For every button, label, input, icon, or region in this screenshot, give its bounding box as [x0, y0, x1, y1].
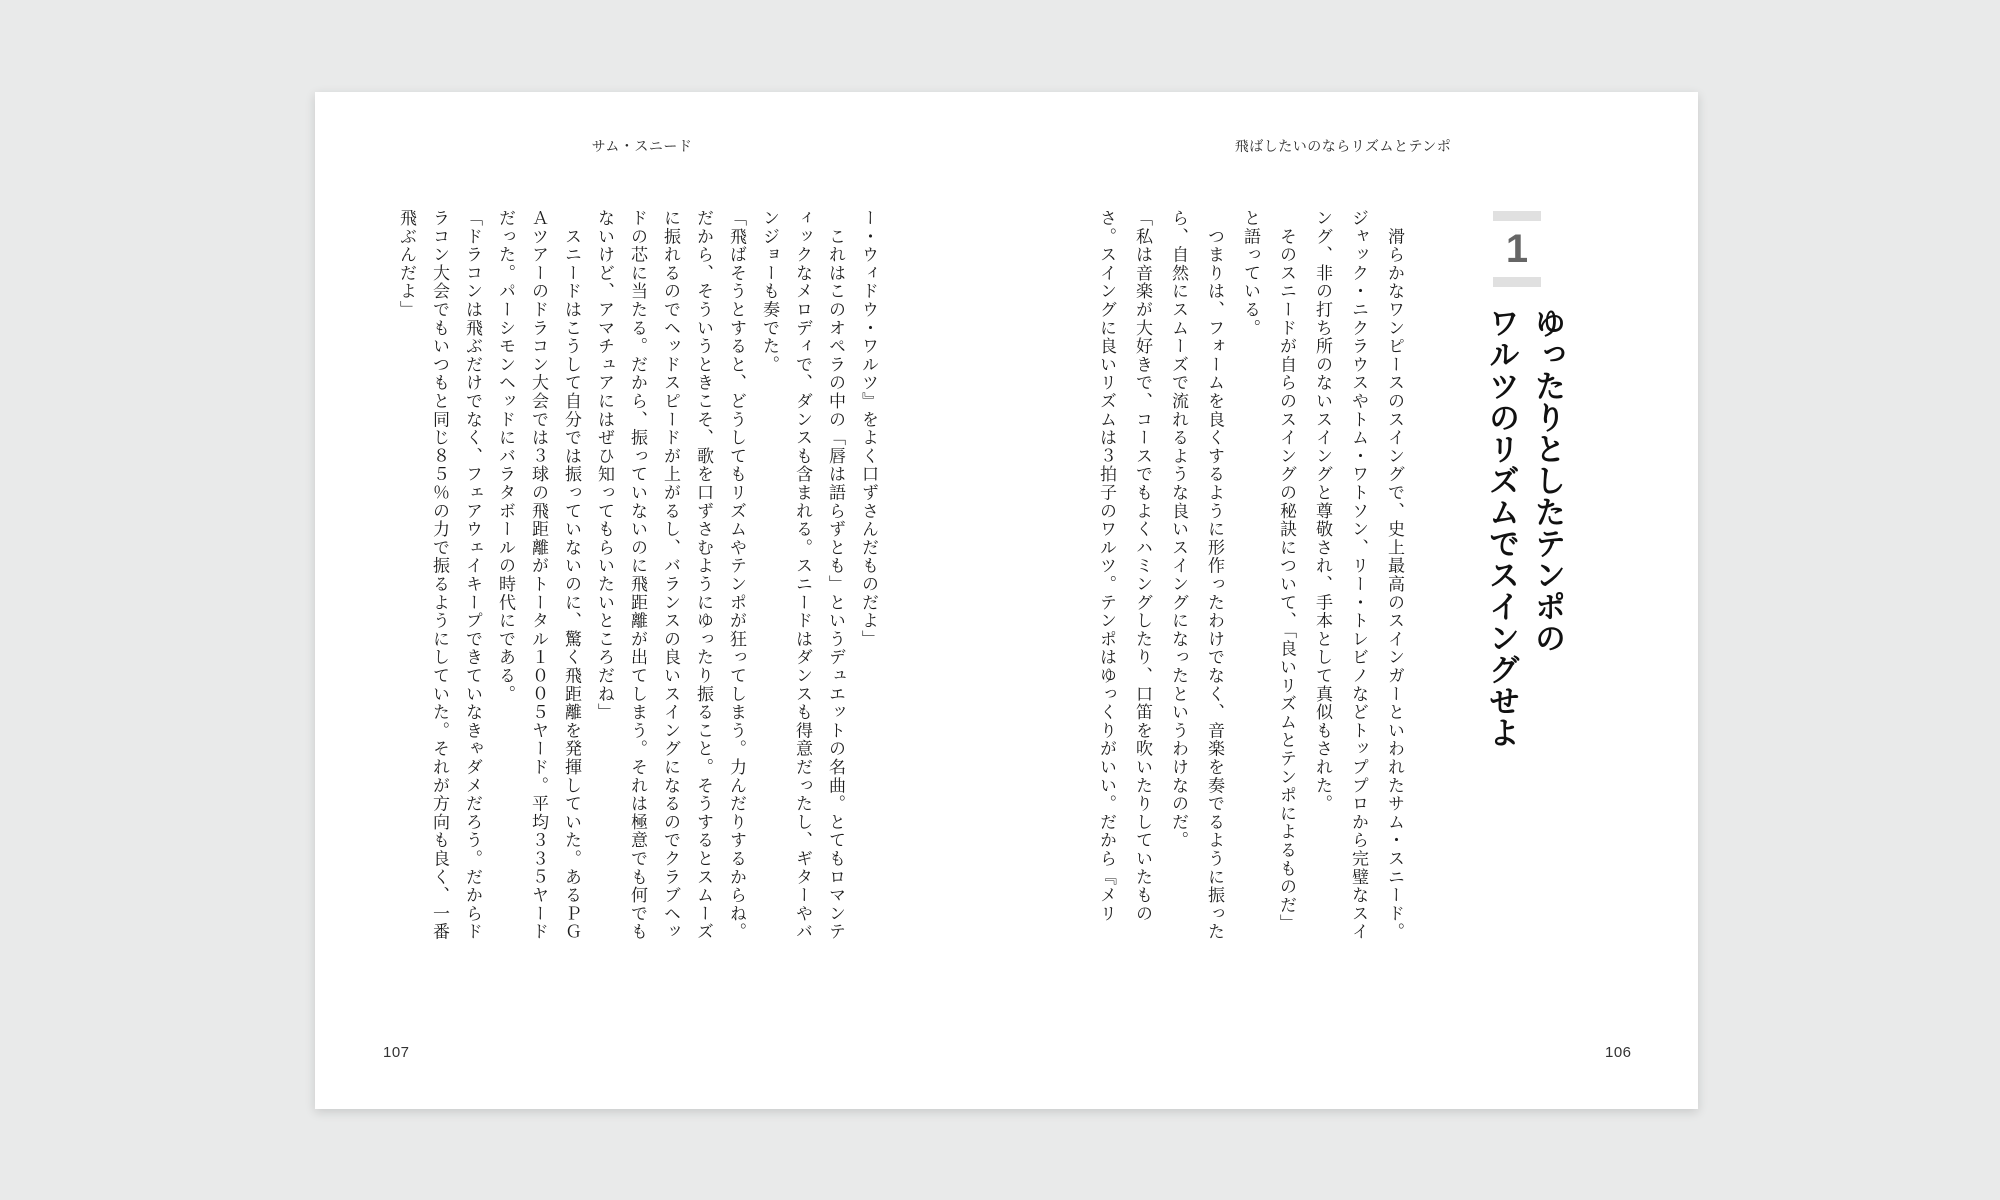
- paragraph: 滑らかなワンピースのスイングで、史上最高のスインガーといわれたサム・スニード。ジャック・ニクラウスやトム・ワトソン、リー・トレビノなどトッププロから完璧なスイング、非の打ち所のないスイングと尊敬され、手本として真似もされた。: [1313, 209, 1404, 941]
- running-header-left: サム・スニード: [591, 138, 693, 154]
- chapter-title-line-1: ゆったりとしたテンポの: [1530, 307, 1565, 654]
- chapter-title: [1478, 307, 1570, 748]
- body-text-right-page: [1088, 209, 1412, 945]
- paragraph: そのスニードが自らのスイングの秘訣について、「良いリズムとテンポによるものだ」と語っている。: [1241, 209, 1296, 933]
- chapter-bar-top-icon: [1493, 211, 1541, 221]
- paragraph: ー・ウィドウ・ワルツ』をよく口ずさんだものだよ」: [859, 209, 878, 649]
- chapter-number-block: [1493, 211, 1541, 287]
- running-header-right: 飛ばしたいのならリズムとテンポ: [1234, 138, 1452, 154]
- paragraph: 「飛ばそうとすると、どうしてもリズムやテンポが狂ってしまう。力んだりするからね。だから、そういうときこそ、歌を口ずさむようにゆったり振ること。そうするとスムーズに振れるのでヘッドスピードが上がるし、バランスの良いスイングになるのでクラブヘッドの芯に当たる。だから、振っていないのに飛距離が出てしまう。それは極意でも何でもないけど、アマチュアにはぜひ知ってもらいたいところだね」: [595, 209, 746, 941]
- paragraph: 「私は音楽が大好きで、コースでもよくハミングしたり、口笛を吹いたりしていたものさ。スイングに良いリズムは３拍子のワルツ。テンポはゆっくりがいい。だから『メリ: [1097, 209, 1152, 923]
- paragraph: 「ドラコンは飛ぶだけでなく、フェアウェイキープできていなきゃダメだろう。だからドラコン大会でもいつもと同じ８５％の力で振るようにしていた。それが方向も良く、一番飛ぶんだよ」: [397, 209, 482, 941]
- chapter-bar-bottom-icon: [1493, 277, 1541, 287]
- paragraph: つまりは、フォームを良くするように形作ったわけでなく、音楽を奏でるように振ったら、自然にスムーズで流れるような良いスイングになったというわけなのだ。: [1169, 209, 1224, 941]
- book-spread: [315, 92, 1698, 1109]
- paragraph: スニードはこうして自分では振っていないのに、驚く飛距離を発揮していた。あるＰＧＡツアーのドラコン大会では３球の飛距離がトータル１００５ヤード。平均３３５ヤードだった。パーシモンヘッドにバラタボールの時代にである。: [496, 209, 581, 941]
- chapter-number: 1: [1505, 227, 1529, 271]
- page-number-left: 107: [383, 1044, 410, 1061]
- body-text-left-page: [390, 209, 885, 945]
- paragraph: これはこのオペラの中の「唇は語らずとも」というデュエットの名曲。とてもロマンティックなメロディで、ダンスも含まれる。スニードはダンスも得意だったし、ギターやバンジョーも奏でた。: [760, 209, 845, 941]
- page-number-right: 106: [1605, 1044, 1632, 1061]
- chapter-title-line-2: ワルツのリズムでスイングせよ: [1484, 307, 1519, 748]
